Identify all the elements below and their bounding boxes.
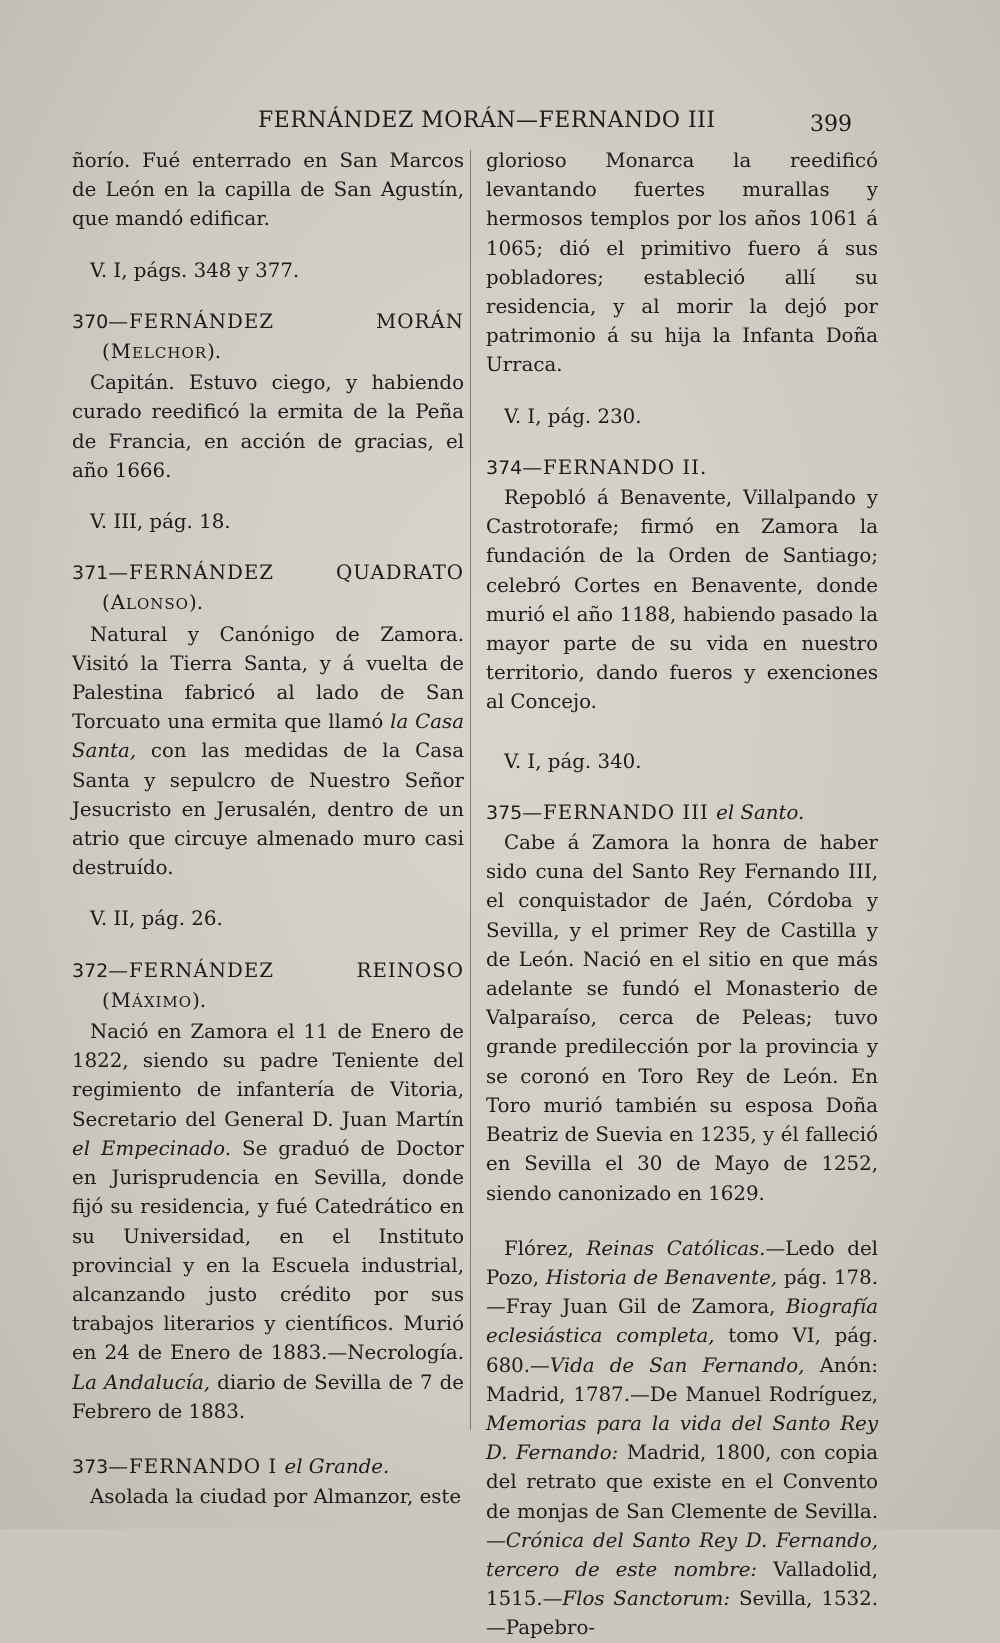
right-column: [486, 146, 878, 1643]
entry-title: —FERNÁNDEZ QUADRATO (A: [102, 561, 464, 615]
italic-title: Historia de Benavente,: [545, 1265, 778, 1289]
entry-title-smallcaps: LONSO: [126, 595, 189, 614]
italic-title: Vida de San Fernando,: [549, 1353, 805, 1377]
italic-title: el Empecinado.: [72, 1136, 232, 1160]
entry-title-end: ).: [207, 340, 222, 364]
entry-heading-370: [72, 307, 464, 368]
entry-title: —FERNANDO II.: [522, 455, 708, 479]
body-text: con las medidas de la Casa Santa y sepulcro de Nuestro Señor Jesucristo en Jerusalén, dentro de un atrio que circuye almenado muro casi destruído.: [72, 739, 464, 880]
body-text: Flórez,: [504, 1236, 587, 1260]
italic-title: Memorias para la vida del Santo Rey D. Fernando:: [486, 1411, 878, 1465]
italic-title: Crónica del Santo Rey D. Fernando, tercero de este nombre:: [486, 1528, 878, 1581]
entry-number: 374: [486, 456, 523, 479]
body-text: Nació en Zamora el 11 de Enero de 1822, siendo su padre Teniente del regimiento de infantería de Vitoria, Secretario del General D. Juan Martín: [72, 1020, 464, 1131]
entry-title-smallcaps: Á: [131, 992, 144, 1011]
italic-title: Flos Sanctorum:: [562, 1587, 731, 1611]
body-text: pág. 178.—Fray Juan Gil de Zamora,: [486, 1265, 878, 1319]
entry-title: —FERNÁNDEZ REINOSO (M: [102, 958, 464, 1012]
italic-title: Biografía eclesiástica completa,: [486, 1295, 878, 1348]
italic-title: La Andalucía,: [72, 1370, 211, 1394]
body-text: Natural y Canónigo de Zamora. Visitó la Tierra Santa, y á vuelta de Palestina fabricó al lado de San Torcuato una ermita que llamó: [72, 622, 464, 734]
reference-line: V. II, pág. 26.: [90, 907, 223, 931]
body-text: diario de Sevilla de 7 de Febrero de 1883.: [72, 1370, 464, 1423]
body-text: Sevilla, 1532.—Papebro-: [486, 1587, 878, 1640]
body-text: tomo VI, pág. 680.—: [486, 1324, 878, 1377]
reference-line: V. I, pág. 230.: [504, 404, 642, 428]
entry-body-374: Repobló á Benavente, Villalpando y Castrotorafe; firmó en Zamora la fundación de la Orden de Santiago; celebró Cortes en Benavente, donde murió el año 1188, habiendo pasado la mayor parte de su vida en nuestro territorio, dando fueros y exenciones al Concejo.: [486, 486, 878, 714]
entry-title-italic: el Grande.: [284, 1454, 390, 1478]
entry-title-smallcaps: EL: [131, 344, 155, 363]
running-head: FERNÁNDEZ MORÁN—FERNANDO III: [258, 108, 716, 133]
entry-title-end: ).: [188, 591, 203, 615]
entry-title-smallcaps: XIMO: [143, 992, 193, 1011]
entry-body-372: [72, 1017, 464, 1426]
entry-title-smallcaps: CHOR: [154, 344, 208, 363]
body-text: Madrid, 1800, con copia del retrato que existe en el Convento de monjas de San Clemente de Sevilla.—: [486, 1441, 878, 1552]
reference-line: V. I, pág. 340.: [504, 749, 642, 773]
entry-heading-371: [72, 558, 464, 619]
entry-number: 373: [72, 1455, 109, 1478]
body-text: —Ledo del Pozo,: [486, 1236, 878, 1289]
entry-number: 372: [72, 959, 109, 982]
entry-title-italic: el Santo.: [716, 800, 805, 824]
reference-line: V. I, págs. 348 y 377.: [90, 258, 300, 282]
entry-title: —FERNÁNDEZ MORÁN (M: [102, 309, 464, 364]
body-text: Anón: Madrid, 1787.—De Manuel Rodríguez,: [486, 1353, 878, 1406]
italic-title: Reinas Católicas.: [586, 1236, 766, 1260]
entry-number: 375: [486, 801, 523, 824]
column-divider: [470, 150, 471, 1430]
bibliography: [486, 1234, 878, 1643]
entry-body-373: Asolada la ciudad por Almanzor, este: [90, 1485, 462, 1509]
entry-heading-375: [486, 798, 878, 828]
entry-title: —FERNANDO I: [108, 1454, 285, 1478]
left-column: [72, 146, 464, 1511]
entry-body-375: Cabe á Zamora la honra de haber sido cuna del Santo Rey Fernando III, el conquistador de Jaén, Córdoba y Sevilla, y el primer Rey de Castilla y de León. Nació en el sitio en que más adelante se fundó el Monasterio de Valparaíso, cerca de Peleas; tuvo grande predilección por la provincia y se coronó en Toro Rey de León. En Toro murió también su esposa Doña Beatriz de Suevia en 1235, y él falleció en Sevilla el 30 de Mayo de 1252, siendo canonizado en 1629.: [486, 831, 878, 1205]
entry-title-end: ).: [192, 988, 207, 1012]
entry-number: 370: [72, 310, 109, 333]
entry-title: —FERNANDO III: [522, 800, 717, 824]
entry-heading-373: [72, 1452, 464, 1482]
entry-heading-374: [486, 453, 878, 483]
continued-paragraph: ñorío. Fué enterrado en San Marcos de León en la capilla de San Agustín, que mandó edificar.: [72, 149, 464, 231]
continued-paragraph: glorioso Monarca la reedificó levantando fuertes murallas y hermosos templos por los años 1061 á 1065; dió el primitivo fuero á sus pobladores; estableció allí su residencia, y al morir la dejó por patrimonio á su hija la Infanta Doña Urraca.: [486, 149, 878, 377]
body-text: Valladolid, 1515.—: [486, 1557, 878, 1611]
entry-heading-372: [72, 956, 464, 1017]
entry-number: 371: [72, 562, 109, 585]
italic-title: la Casa Santa,: [72, 710, 464, 763]
body-text: Se graduó de Doctor en Jurisprudencia en Sevilla, donde fijó su residencia, y fué Catedrático en su Universidad, en el Instituto provincial y en la Escuela industrial, alcanzando justo crédito por sus trabajos literarios y científicos. Murió en 24 de Enero de 1883.—Necrología.: [72, 1136, 464, 1365]
page-number: 399: [810, 112, 852, 137]
reference-line: V. III, pág. 18.: [90, 510, 231, 534]
entry-body-371: [72, 620, 464, 883]
entry-body-370: Capitán. Estuvo ciego, y habiendo curado reedificó la ermita de la Peña de Francia, en acción de gracias, el año 1666.: [72, 371, 464, 482]
